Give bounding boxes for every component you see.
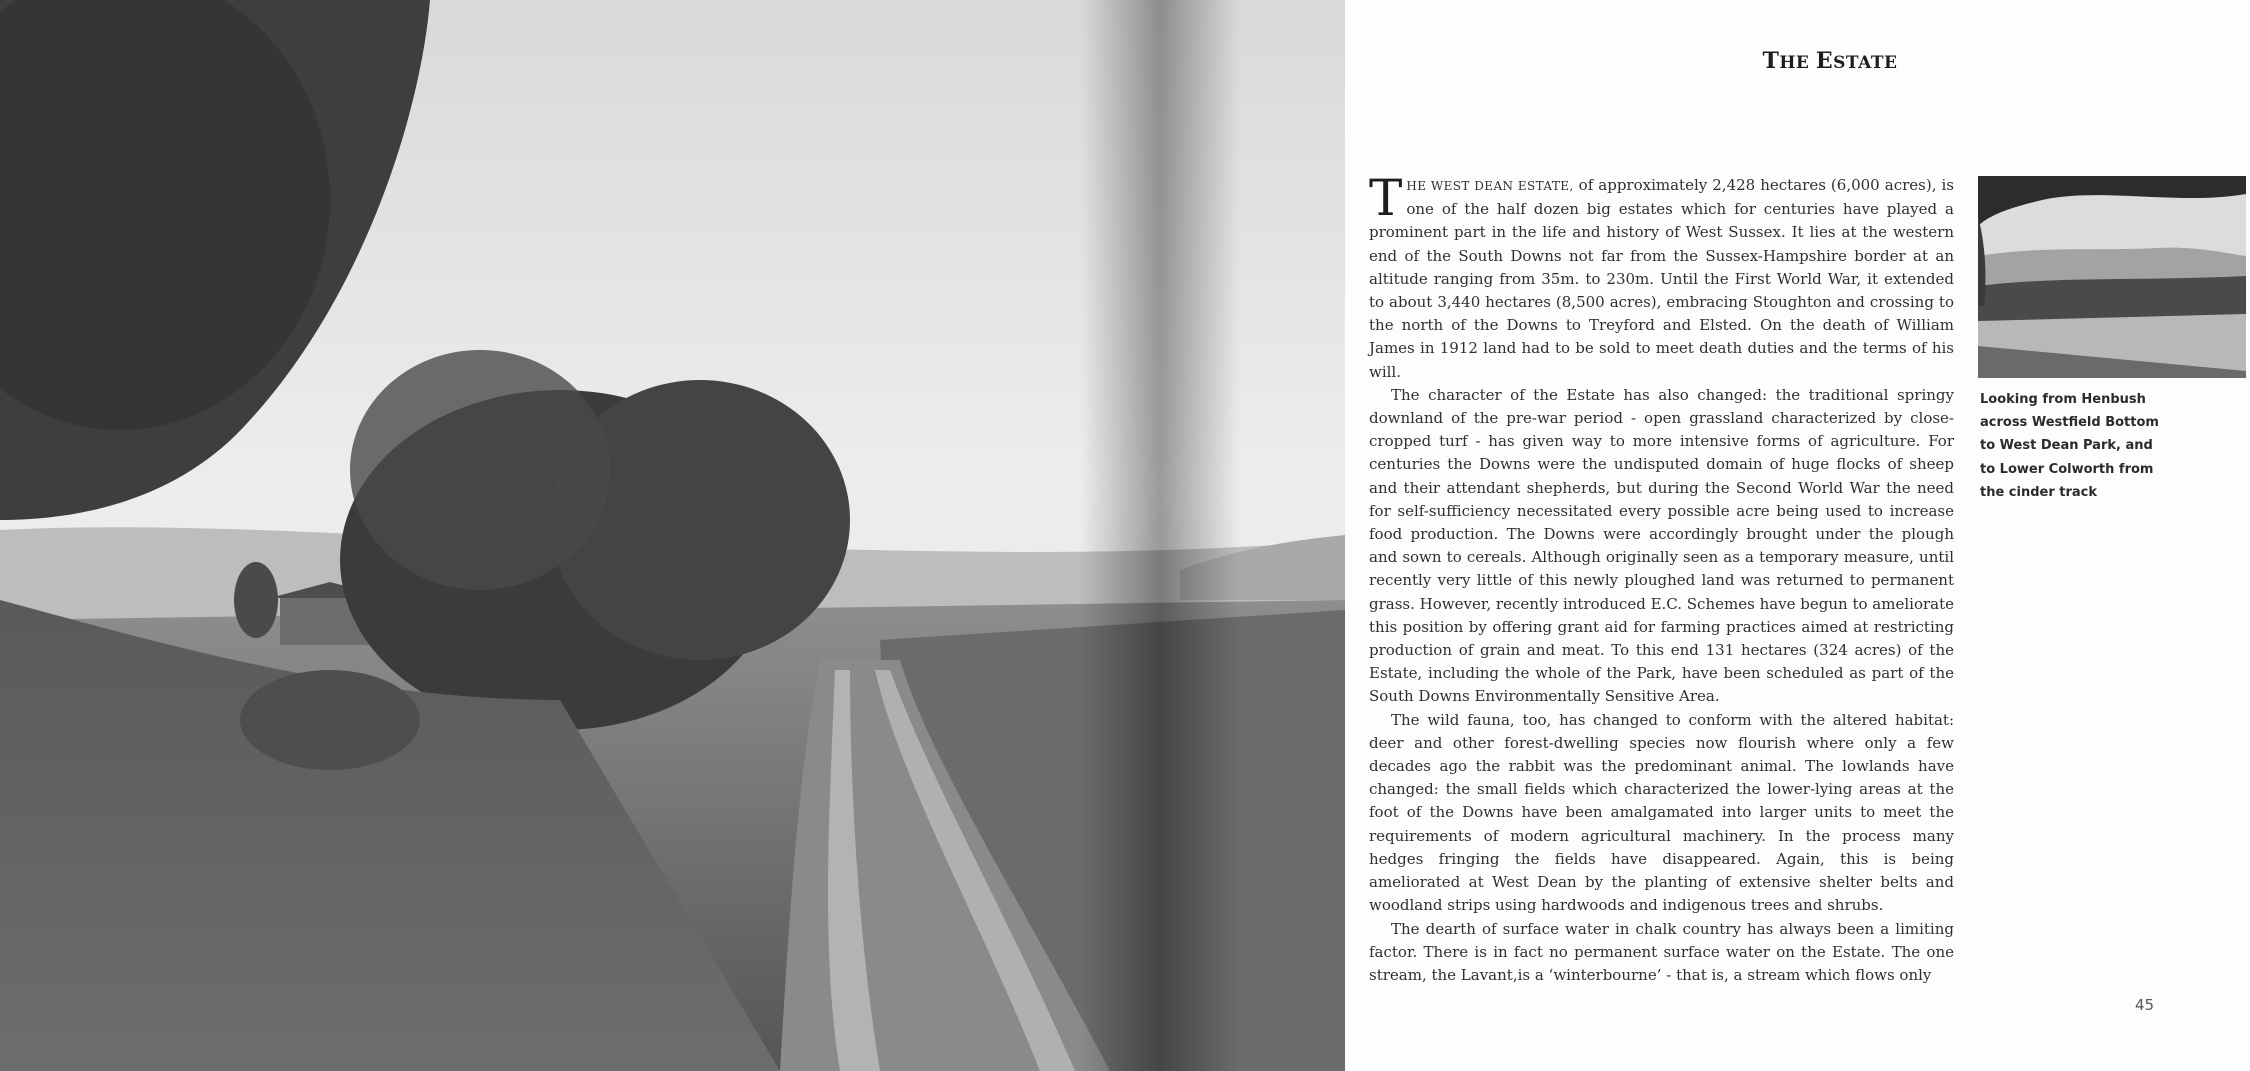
page-number: 45 <box>2135 996 2155 1014</box>
paragraph-1: THE WEST DEAN ESTATE, of approximately 2,428 hectares (6,000 acres), is one of the half dozen big estates which for centuries have played a prominent part in the life and history of West Sussex. It lies at the western end of the South Downs not far from the Sussex-Hampshire border at an altitude ranging from 35m. to 230m. Until the First World War, it extended to about 3,440 hectares (8,500 acres), embracing Stoughton and crossing to the north of the Downs to Treyford and Elsted. On the death of William James in 1912 land had to be sold to meet death duties and the terms of his will. <box>1369 169 1954 381</box>
inset-photo-illustration <box>1978 176 2246 378</box>
right-text-page <box>1345 0 2250 1071</box>
lead-in: HE WEST DEAN ESTATE, <box>1406 179 1574 193</box>
page-title: THE ESTATE <box>1762 48 1898 74</box>
inset-landscape-photo <box>1978 176 2246 378</box>
caption-line: Looking from Henbush <box>1980 392 2146 407</box>
paragraph-2: The character of the Estate has also changed: the traditional springy downland of the pre-war period - open grassland characterized by close-cropped turf - has given way to more intensive forms of agriculture. For centuries the Downs were the undisputed domain of huge flocks of sheep and their attendant shepherds, but during the Second World War the need for self-sufficiency necessitated every possible acre being used to increase food production. The Downs were accordingly brought under the plough and sown to cereals. Although originally seen as a temporary measure, until recently very little of this newly ploughed land was returned to permanent grass. However, recently introduced E.C. Schemes have begun to ameliorate this position by offering grant aid for farming practices aimed at restricting production of grain and meat. To this end 131 hectares (324 acres) of the Estate, including the whole of the Park, have been scheduled as part of the South Downs Environmentally Sensitive Area. <box>1369 385 1954 706</box>
photo-caption <box>1980 388 2180 504</box>
paragraph-3: The wild fauna, too, has changed to conform with the altered habitat: deer and other forest-dwelling species now flourish where only a few decades ago the rabbit was the predominant animal. The lowlands have changed: the small fields which characterized the lower-lying areas at the foot of the Downs have been amalgamated into larger units to meet the requirements of modern agricultural machinery. In the process many hedges fringing the fields have disappeared. Again, this is being ameliorated at West Dean by the planting of extensive shelter belts and woodland strips using hardwoods and indigenous trees and shrubs. <box>1369 710 1954 915</box>
paragraph-4: The dearth of surface water in chalk country has always been a limiting factor. There is in fact no permanent surface water on the Estate. The one stream, the Lavant,is a ‘winterbourne’ - that is, a stream which flows only <box>1369 919 1954 984</box>
caption-line: across Westfield Bottom <box>1980 415 2159 431</box>
drop-cap: T <box>1369 169 1403 227</box>
caption-line: to Lower Colworth from <box>1980 461 2154 477</box>
article-body <box>1369 169 1954 987</box>
caption-line: to West Dean Park, and <box>1980 438 2153 454</box>
caption-line: the cinder track <box>1980 484 2098 500</box>
